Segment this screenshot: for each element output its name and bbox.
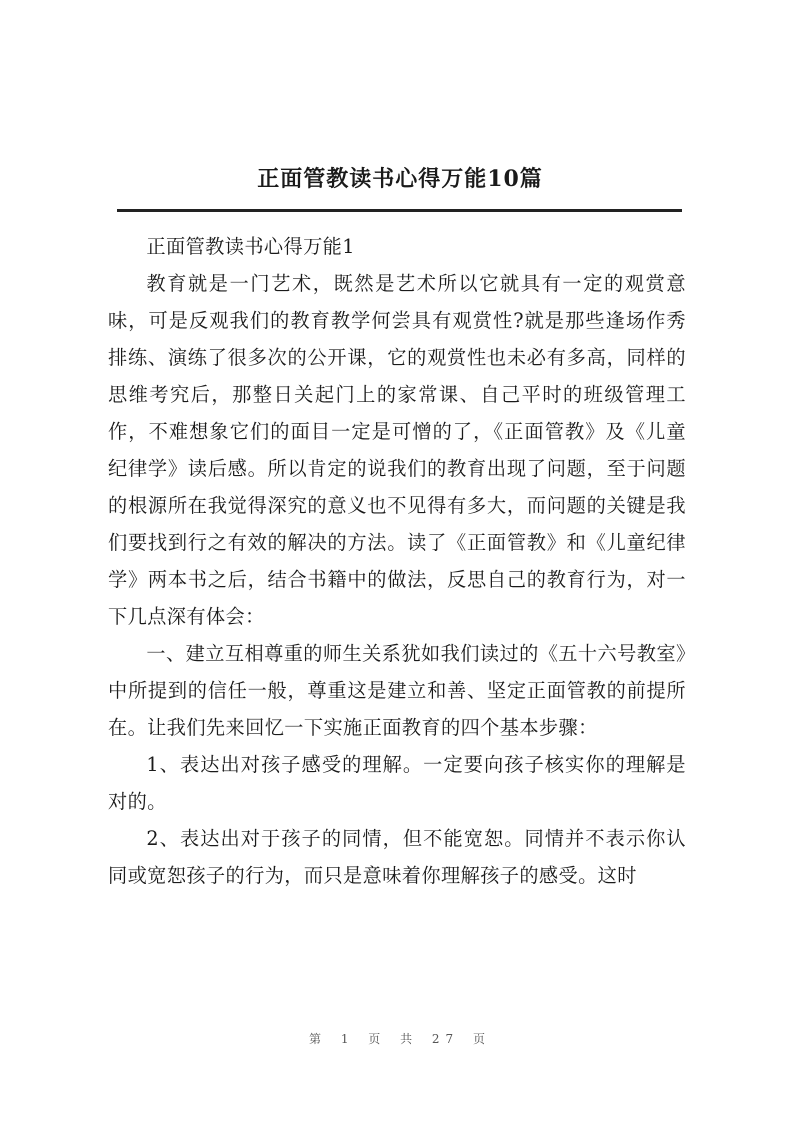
page-number-footer: 第 1 页 共 27 页 [309,1032,491,1046]
paragraph-3: 1、表达出对孩子感受的理解。一定要向孩子核实你的理解是对的。 [108,753,686,813]
paragraph-1: 教育就是一门艺术，既然是艺术所以它就具有一定的观赏意味，可是反观我们的教育教学何尝具有观赏性?就是那些逢场作秀排练、演练了很多次的公开课，它的观赏性也未必有多高，同样的思维考究后，那整日关起门上的家常课、自己平时的班级管理工作，不难想象它们的面目一定是可憎的了，《正面管教》及《儿童纪律学》读后感。所以肯定的说我们的教育出现了问题，至于问题的根源所在我觉得深究的意义也不见得有多大，而问题的关键是我们要找到行之有效的解决的方法。读了《正面管教》和《儿童纪律学》两本书之后，结合书籍中的做法，反思自己的教育行为，对一下几点深有体会： [108,272,686,628]
section-subtitle: 正面管教读书心得万能1 [146,235,355,258]
paragraph-4: 2、表达出对于孩子的同情，但不能宽恕。同情并不表示你认同或宽恕孩子的行为，而只是意味着你理解孩子的感受。这时 [108,827,686,887]
document-body [108,228,686,894]
document-title: 正面管教读书心得万能10篇 [257,166,543,192]
title-divider [117,209,682,212]
paragraph-2: 一、建立互相尊重的师生关系犹如我们读过的《五十六号教室》中所提到的信任一般，尊重这是建立和善、坚定正面管教的前提所在。让我们先来回忆一下实施正面教育的四个基本步骤： [108,642,686,739]
